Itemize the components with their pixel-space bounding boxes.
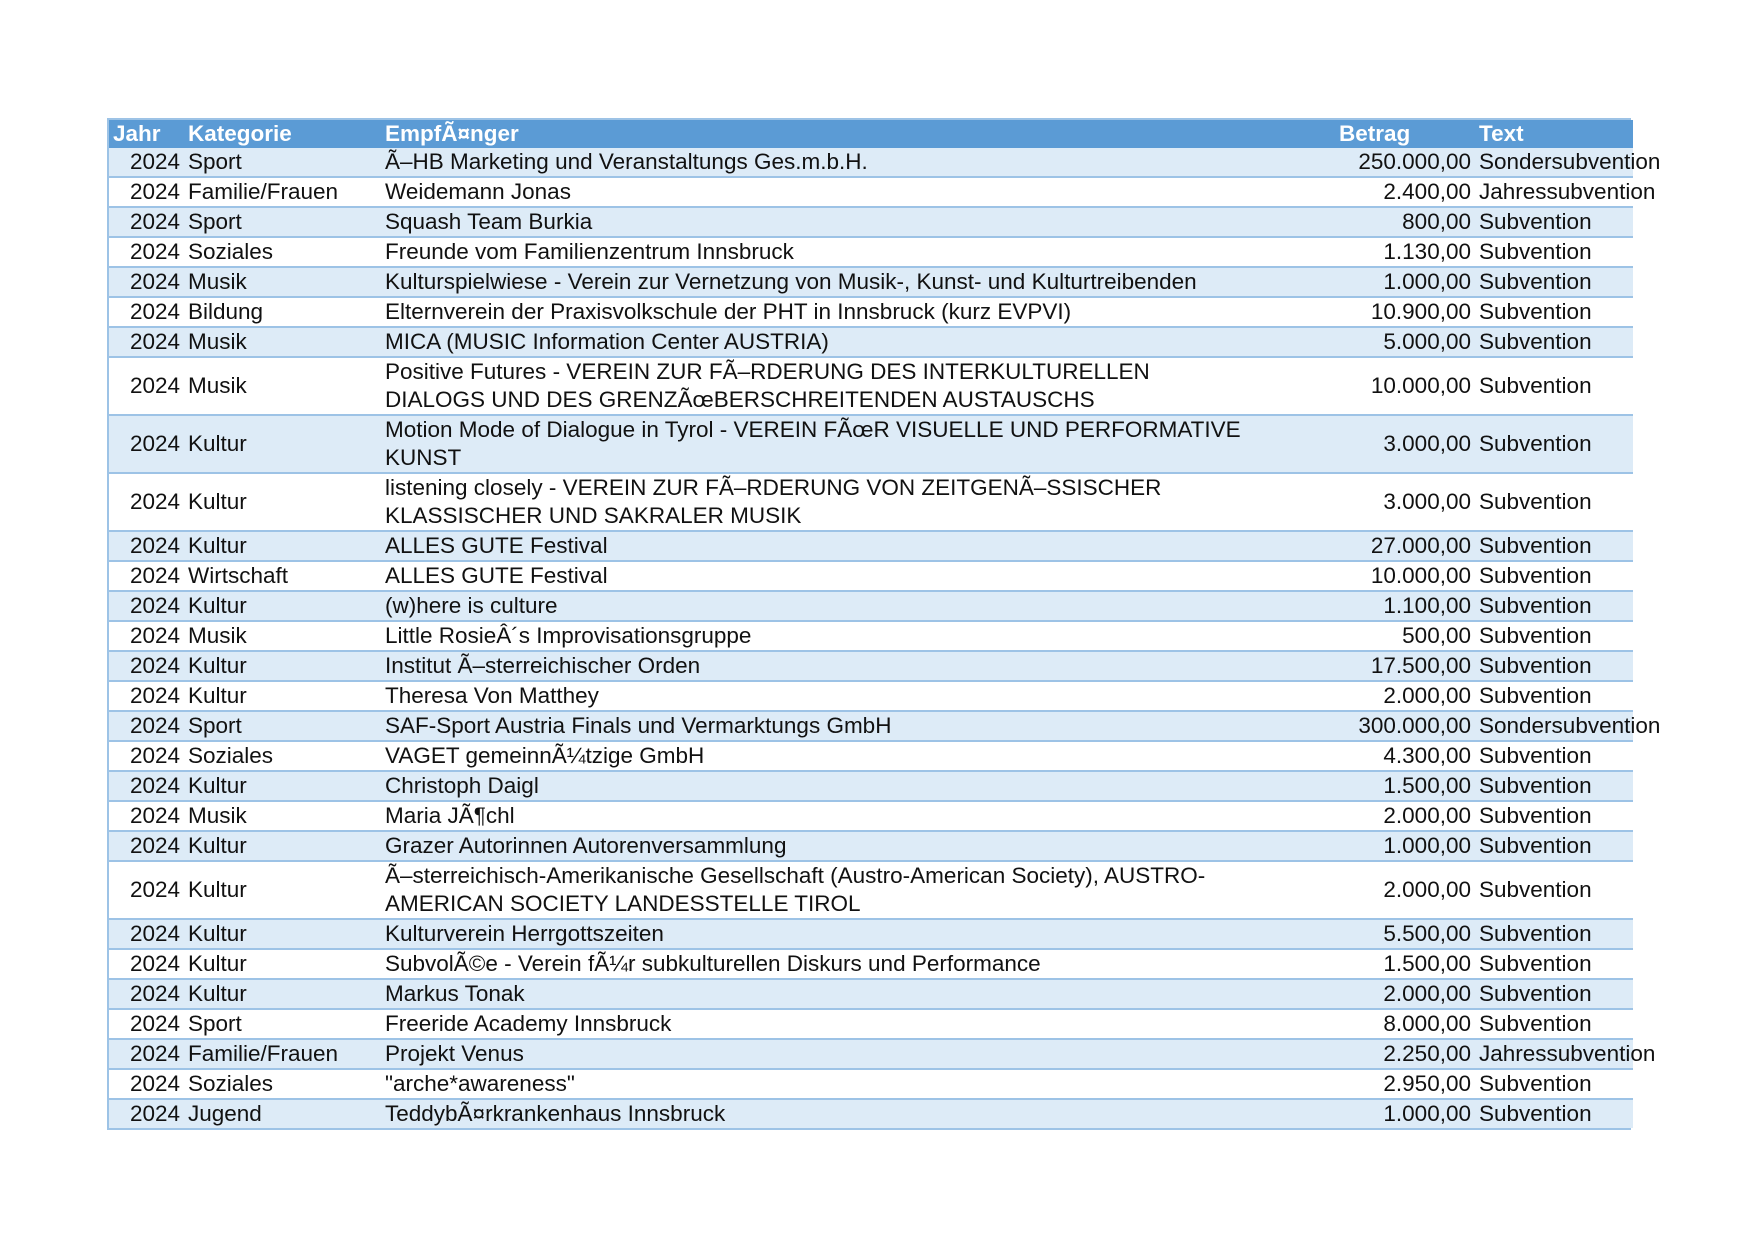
header-row xyxy=(109,120,1633,148)
cell-jahr: 2024 xyxy=(109,327,184,357)
cell-text: Subvention xyxy=(1475,621,1633,651)
cell-betrag: 1.130,00 xyxy=(1245,237,1475,267)
cell-kategorie: Kultur xyxy=(184,949,381,979)
table-row xyxy=(109,711,1633,741)
cell-kategorie: Jugend xyxy=(184,1099,381,1128)
cell-text: Subvention xyxy=(1475,267,1633,297)
table-row xyxy=(109,327,1633,357)
cell-text: Subvention xyxy=(1475,979,1633,1009)
cell-jahr: 2024 xyxy=(109,267,184,297)
cell-jahr: 2024 xyxy=(109,177,184,207)
cell-text: Subvention xyxy=(1475,327,1633,357)
table-row xyxy=(109,267,1633,297)
cell-betrag: 5.000,00 xyxy=(1245,327,1475,357)
cell-betrag: 4.300,00 xyxy=(1245,741,1475,771)
cell-jahr: 2024 xyxy=(109,1069,184,1099)
cell-empfaenger: Institut Ã–sterreichischer Orden xyxy=(381,651,1245,681)
table-row xyxy=(109,531,1633,561)
table-row xyxy=(109,148,1633,177)
cell-kategorie: Kultur xyxy=(184,919,381,949)
cell-betrag: 1.000,00 xyxy=(1245,831,1475,861)
cell-kategorie: Sport xyxy=(184,1009,381,1039)
cell-jahr: 2024 xyxy=(109,801,184,831)
cell-text: Subvention xyxy=(1475,237,1633,267)
table-row xyxy=(109,561,1633,591)
cell-text: Subvention xyxy=(1475,531,1633,561)
cell-betrag: 3.000,00 xyxy=(1245,473,1475,531)
cell-kategorie: Wirtschaft xyxy=(184,561,381,591)
cell-kategorie: Sport xyxy=(184,148,381,177)
subsidy-table xyxy=(109,120,1661,1128)
cell-text: Subvention xyxy=(1475,473,1633,531)
table-row xyxy=(109,861,1633,919)
cell-kategorie: Kultur xyxy=(184,473,381,531)
cell-jahr: 2024 xyxy=(109,473,184,531)
table-row xyxy=(109,1099,1633,1128)
cell-betrag: 2.950,00 xyxy=(1245,1069,1475,1099)
cell-jahr: 2024 xyxy=(109,771,184,801)
cell-jahr: 2024 xyxy=(109,561,184,591)
cell-kategorie: Kultur xyxy=(184,531,381,561)
cell-betrag: 1.500,00 xyxy=(1245,949,1475,979)
header-text: Text xyxy=(1475,120,1633,148)
cell-jahr: 2024 xyxy=(109,1039,184,1069)
cell-jahr: 2024 xyxy=(109,1099,184,1128)
cell-jahr: 2024 xyxy=(109,681,184,711)
cell-kategorie: Kultur xyxy=(184,415,381,473)
cell-empfaenger: Projekt Venus xyxy=(381,1039,1245,1069)
cell-betrag: 2.400,00 xyxy=(1245,177,1475,207)
cell-empfaenger: MICA (MUSIC Information Center AUSTRIA) xyxy=(381,327,1245,357)
cell-empfaenger: Motion Mode of Dialogue in Tyrol - VEREIN FÃœR VISUELLE UND PERFORMATIVE KUNST xyxy=(381,415,1245,473)
cell-jahr: 2024 xyxy=(109,711,184,741)
table-row xyxy=(109,919,1633,949)
cell-jahr: 2024 xyxy=(109,148,184,177)
cell-kategorie: Familie/Frauen xyxy=(184,1039,381,1069)
cell-jahr: 2024 xyxy=(109,831,184,861)
cell-jahr: 2024 xyxy=(109,919,184,949)
cell-text: Subvention xyxy=(1475,919,1633,949)
cell-empfaenger: "arche*awareness" xyxy=(381,1069,1245,1099)
cell-kategorie: Soziales xyxy=(184,1069,381,1099)
cell-betrag: 2.000,00 xyxy=(1245,861,1475,919)
cell-jahr: 2024 xyxy=(109,531,184,561)
cell-kategorie: Musik xyxy=(184,267,381,297)
table-row xyxy=(109,237,1633,267)
cell-empfaenger: SAF-Sport Austria Finals und Vermarktungs GmbH xyxy=(381,711,1245,741)
cell-text: Subvention xyxy=(1475,1099,1633,1128)
cell-empfaenger: ALLES GUTE Festival xyxy=(381,561,1245,591)
table-row xyxy=(109,831,1633,861)
cell-betrag: 1.100,00 xyxy=(1245,591,1475,621)
cell-kategorie: Kultur xyxy=(184,979,381,1009)
cell-betrag: 800,00 xyxy=(1245,207,1475,237)
cell-jahr: 2024 xyxy=(109,237,184,267)
table-row xyxy=(109,297,1633,327)
table-row xyxy=(109,621,1633,651)
cell-betrag: 10.000,00 xyxy=(1245,561,1475,591)
cell-jahr: 2024 xyxy=(109,591,184,621)
cell-betrag: 5.500,00 xyxy=(1245,919,1475,949)
cell-kategorie: Bildung xyxy=(184,297,381,327)
cell-betrag: 27.000,00 xyxy=(1245,531,1475,561)
cell-text: Subvention xyxy=(1475,1069,1633,1099)
cell-text: Jahressubvention xyxy=(1475,1039,1633,1069)
cell-empfaenger: TeddybÃ¤rkrankenhaus Innsbruck xyxy=(381,1099,1245,1128)
subsidy-table-container xyxy=(107,118,1661,1130)
cell-empfaenger: Freeride Academy Innsbruck xyxy=(381,1009,1245,1039)
cell-betrag: 17.500,00 xyxy=(1245,651,1475,681)
table-row xyxy=(109,651,1633,681)
cell-kategorie: Sport xyxy=(184,711,381,741)
cell-kategorie: Kultur xyxy=(184,591,381,621)
table-row xyxy=(109,801,1633,831)
cell-betrag: 2.000,00 xyxy=(1245,979,1475,1009)
cell-kategorie: Kultur xyxy=(184,861,381,919)
cell-text: Sondersubvention xyxy=(1475,711,1633,741)
cell-text: Subvention xyxy=(1475,297,1633,327)
cell-empfaenger: Weidemann Jonas xyxy=(381,177,1245,207)
cell-text: Jahressubvention xyxy=(1475,177,1633,207)
cell-empfaenger: Little RosieÂ´s Improvisationsgruppe xyxy=(381,621,1245,651)
cell-betrag: 10.000,00 xyxy=(1245,357,1475,415)
cell-jahr: 2024 xyxy=(109,207,184,237)
cell-betrag: 500,00 xyxy=(1245,621,1475,651)
cell-betrag: 10.900,00 xyxy=(1245,297,1475,327)
cell-empfaenger: Ã–HB Marketing und Veranstaltungs Ges.m.b.H. xyxy=(381,148,1245,177)
cell-kategorie: Kultur xyxy=(184,771,381,801)
cell-text: Subvention xyxy=(1475,831,1633,861)
table-row xyxy=(109,1069,1633,1099)
table-row xyxy=(109,741,1633,771)
cell-text: Subvention xyxy=(1475,681,1633,711)
cell-betrag: 300.000,00 xyxy=(1245,711,1475,741)
table-row xyxy=(109,979,1633,1009)
table-row xyxy=(109,771,1633,801)
cell-betrag: 2.000,00 xyxy=(1245,801,1475,831)
table-row xyxy=(109,207,1633,237)
cell-kategorie: Soziales xyxy=(184,741,381,771)
cell-text: Subvention xyxy=(1475,1009,1633,1039)
cell-empfaenger: Grazer Autorinnen Autorenversammlung xyxy=(381,831,1245,861)
table-body xyxy=(109,148,1661,1128)
cell-empfaenger: (w)here is culture xyxy=(381,591,1245,621)
cell-empfaenger: Maria JÃ¶chl xyxy=(381,801,1245,831)
table-row xyxy=(109,177,1633,207)
cell-text: Subvention xyxy=(1475,561,1633,591)
cell-text: Subvention xyxy=(1475,207,1633,237)
cell-empfaenger: Theresa Von Matthey xyxy=(381,681,1245,711)
cell-jahr: 2024 xyxy=(109,415,184,473)
cell-kategorie: Soziales xyxy=(184,237,381,267)
cell-betrag: 250.000,00 xyxy=(1245,148,1475,177)
cell-empfaenger: Kulturverein Herrgottszeiten xyxy=(381,919,1245,949)
cell-empfaenger: Elternverein der Praxisvolkschule der PHT in Innsbruck (kurz EVPVI) xyxy=(381,297,1245,327)
table-row xyxy=(109,1039,1633,1069)
cell-jahr: 2024 xyxy=(109,357,184,415)
cell-kategorie: Musik xyxy=(184,327,381,357)
cell-text: Subvention xyxy=(1475,861,1633,919)
cell-kategorie: Musik xyxy=(184,801,381,831)
cell-empfaenger: Squash Team Burkia xyxy=(381,207,1245,237)
cell-empfaenger: Markus Tonak xyxy=(381,979,1245,1009)
cell-betrag: 2.000,00 xyxy=(1245,681,1475,711)
cell-kategorie: Kultur xyxy=(184,651,381,681)
cell-kategorie: Kultur xyxy=(184,831,381,861)
table-header xyxy=(109,120,1633,148)
cell-betrag: 8.000,00 xyxy=(1245,1009,1475,1039)
table-row xyxy=(109,415,1633,473)
table-row xyxy=(109,473,1633,531)
cell-kategorie: Sport xyxy=(184,207,381,237)
cell-empfaenger: Positive Futures - VEREIN ZUR FÃ–RDERUNG DES INTERKULTURELLEN DIALOGS UND DES GRENZÃœBERSCHREITENDEN AUSTAUSCHS xyxy=(381,357,1245,415)
cell-text: Subvention xyxy=(1475,415,1633,473)
table-row xyxy=(109,357,1633,415)
cell-betrag: 1.000,00 xyxy=(1245,267,1475,297)
header-betrag: Betrag xyxy=(1245,120,1475,148)
cell-empfaenger: VAGET gemeinnÃ¼tzige GmbH xyxy=(381,741,1245,771)
cell-text: Subvention xyxy=(1475,741,1633,771)
cell-betrag: 1.000,00 xyxy=(1245,1099,1475,1128)
cell-jahr: 2024 xyxy=(109,741,184,771)
cell-betrag: 2.250,00 xyxy=(1245,1039,1475,1069)
cell-jahr: 2024 xyxy=(109,621,184,651)
cell-betrag: 1.500,00 xyxy=(1245,771,1475,801)
cell-jahr: 2024 xyxy=(109,949,184,979)
cell-text: Subvention xyxy=(1475,801,1633,831)
table-row xyxy=(109,949,1633,979)
cell-text: Subvention xyxy=(1475,949,1633,979)
cell-empfaenger: Ã–sterreichisch-Amerikanische Gesellschaft (Austro-American Society), AUSTRO-AMERICAN SOCIETY LANDESSTELLE TIROL xyxy=(381,861,1245,919)
header-jahr: Jahr xyxy=(109,120,184,148)
cell-kategorie: Familie/Frauen xyxy=(184,177,381,207)
cell-kategorie: Musik xyxy=(184,357,381,415)
cell-kategorie: Musik xyxy=(184,621,381,651)
cell-jahr: 2024 xyxy=(109,1009,184,1039)
cell-text: Subvention xyxy=(1475,357,1633,415)
table-row xyxy=(109,1009,1633,1039)
header-kategorie: Kategorie xyxy=(184,120,381,148)
cell-jahr: 2024 xyxy=(109,861,184,919)
cell-empfaenger: Christoph Daigl xyxy=(381,771,1245,801)
cell-jahr: 2024 xyxy=(109,651,184,681)
cell-jahr: 2024 xyxy=(109,979,184,1009)
cell-betrag: 3.000,00 xyxy=(1245,415,1475,473)
cell-jahr: 2024 xyxy=(109,297,184,327)
cell-empfaenger: ALLES GUTE Festival xyxy=(381,531,1245,561)
cell-empfaenger: SubvolÃ©e - Verein fÃ¼r subkulturellen Diskurs und Performance xyxy=(381,949,1245,979)
cell-empfaenger: Freunde vom Familienzentrum Innsbruck xyxy=(381,237,1245,267)
header-empfaenger: EmpfÃ¤nger xyxy=(381,120,1245,148)
table-row xyxy=(109,681,1633,711)
cell-text: Subvention xyxy=(1475,651,1633,681)
cell-empfaenger: Kulturspielwiese - Verein zur Vernetzung von Musik-, Kunst- und Kulturtreibenden xyxy=(381,267,1245,297)
cell-kategorie: Kultur xyxy=(184,681,381,711)
cell-text: Subvention xyxy=(1475,771,1633,801)
table-row xyxy=(109,591,1633,621)
cell-text: Subvention xyxy=(1475,591,1633,621)
cell-text: Sondersubvention xyxy=(1475,148,1633,177)
cell-empfaenger: listening closely - VEREIN ZUR FÃ–RDERUNG VON ZEITGENÃ–SSISCHER KLASSISCHER UND SAKRALER MUSIK xyxy=(381,473,1245,531)
